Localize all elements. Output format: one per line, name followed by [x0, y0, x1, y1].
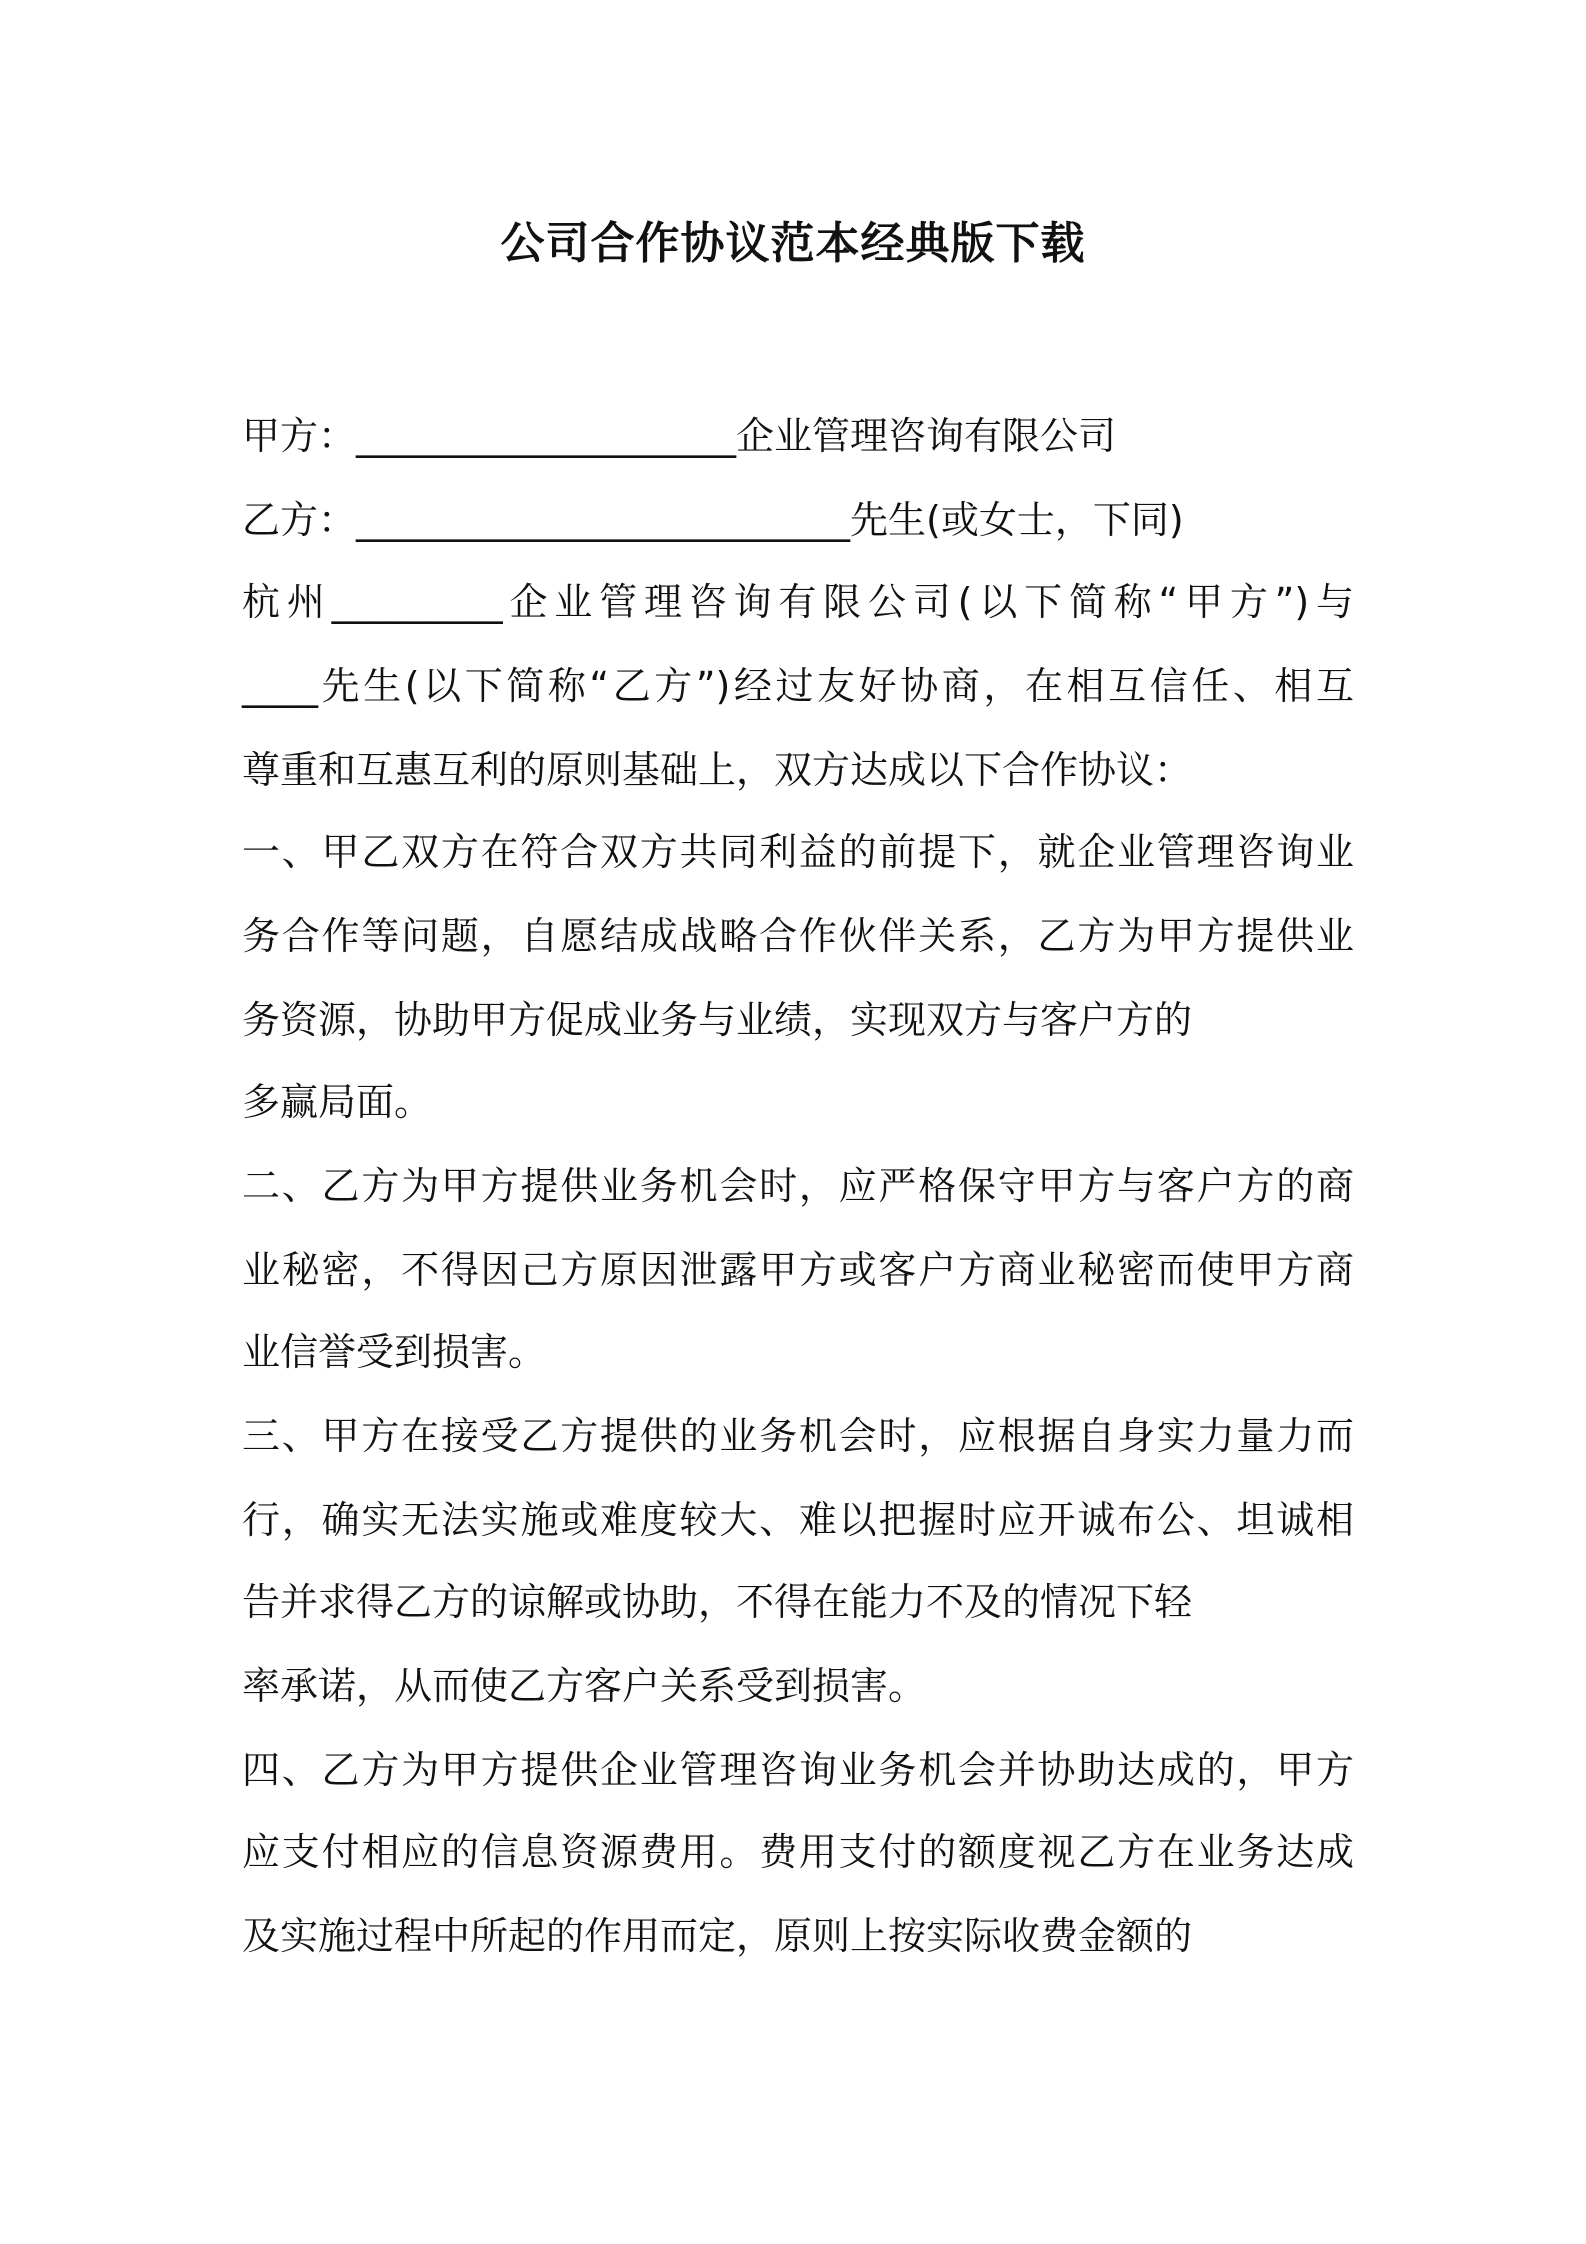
clause-2-line-2: 业秘密，不得因己方原因泄露甲方或客户方商业秘密而使甲方商: [242, 1248, 1354, 1292]
clause-3-line-3: 告并求得乙方的谅解或协助，不得在能力不及的情况下轻: [242, 1580, 1193, 1624]
clause-4-line-3: 及实施过程中所起的作用而定，原则上按实际收费金额的: [242, 1914, 1193, 1958]
clause-4-line-2: 应支付相应的信息资源费用。费用支付的额度视乙方在业务达成: [242, 1830, 1354, 1874]
document-title: 公司合作协议范本经典版下载: [500, 218, 1086, 269]
intro-line-3: 尊重和互惠互利的原则基础上，双方达成以下合作协议：: [242, 748, 1193, 792]
party-a-line: 甲方：____________________企业管理咨询有限公司: [242, 414, 1117, 458]
clause-1-line-4: 多赢局面。: [242, 1080, 433, 1124]
intro-line-1: 杭州_________企业管理咨询有限公司(以下简称“甲方”)与: [242, 580, 1354, 624]
clause-2-line-3: 业信誉受到损害。: [242, 1330, 547, 1374]
clause-2-line-1: 二、乙方为甲方提供业务机会时，应严格保守甲方与客户方的商: [242, 1164, 1354, 1208]
clause-1-line-3: 务资源，协助甲方促成业务与业绩，实现双方与客户方的: [242, 998, 1193, 1042]
clause-1-line-2: 务合作等问题，自愿结成战略合作伙伴关系，乙方为甲方提供业: [242, 914, 1354, 958]
intro-line-2: ____先生(以下简称“乙方”)经过友好协商，在相互信任、相互: [242, 664, 1354, 708]
clause-3-line-4: 率承诺，从而使乙方客户关系受到损害。: [242, 1664, 927, 1708]
clause-1-line-1: 一、甲乙双方在符合双方共同利益的前提下，就企业管理咨询业: [242, 830, 1354, 874]
party-b-line: 乙方：__________________________先生(或女士，下同): [242, 498, 1184, 542]
clause-3-line-1: 三、甲方在接受乙方提供的业务机会时，应根据自身实力量力而: [242, 1414, 1354, 1458]
clause-3-line-2: 行，确实无法实施或难度较大、难以把握时应开诚布公、坦诚相: [242, 1498, 1354, 1542]
clause-4-line-1: 四、乙方为甲方提供企业管理咨询业务机会并协助达成的，甲方: [242, 1748, 1354, 1792]
